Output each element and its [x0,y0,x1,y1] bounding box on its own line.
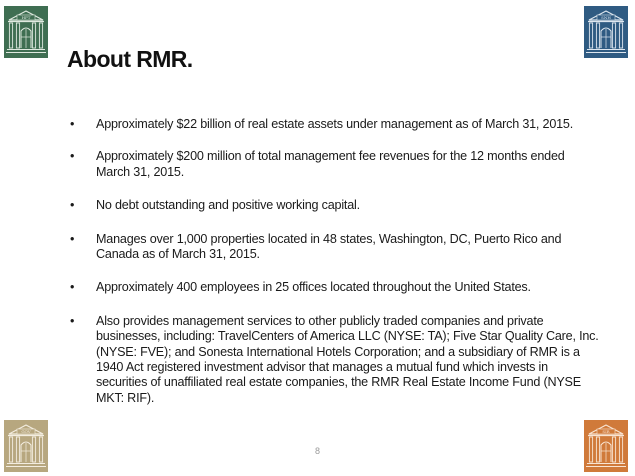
bullet-text: Approximately 400 employees in 25 offices located throughout the United States. [96,280,531,295]
bullet-item [70,149,600,180]
bullet-item [70,314,600,406]
svg-text:GOV: GOV [21,429,31,435]
slide-title: About RMR. [67,46,193,72]
bullet-text: Manages over 1,000 properties located in 48 states, Washington, DC, Puerto Rico and Canada as of March 31, 2015. [96,231,562,262]
bullet-item [70,117,600,132]
svg-text:SNH: SNH [601,15,611,21]
bullet-text: No debt outstanding and positive working capital. [96,198,360,213]
bullet-marker: • [70,198,75,213]
bullet-item [70,198,600,213]
bullet-list [70,117,600,424]
svg-text:SIR: SIR [602,429,610,435]
bullet-item [70,280,600,295]
bullet-marker: • [70,231,75,246]
bullet-marker: • [70,280,75,295]
bullet-text: Approximately $200 million of total management fee revenues for the 12 months ended March 31, 2015. [96,149,565,179]
snh-building-logo-icon [584,6,628,58]
bullet-marker: • [70,149,75,164]
bullet-text: Approximately $22 billion of real estate assets under management as of March 31, 2015. [96,117,574,131]
page-number: 8 [314,446,320,456]
bullet-marker: • [70,117,75,131]
bullet-marker: • [70,313,75,328]
svg-text:HPT: HPT [21,15,31,21]
hpt-building-logo-icon [4,6,48,58]
bullet-item [70,232,600,263]
bullet-text: Also provides management services to other publicly traded companies and private businesses, including: TravelCenters of America LLC (NYSE: TA); Five Star Quality Care, Inc. (NYSE: FVE); and Sonesta International Hotels Corporation; and a subsidiary of RMR is a 1940 Act registered investment advisor that manages a mutual fund which invests in securities of unaffiliated real estate companies, the RMR Real Estate Income Fund (NYSE MKT: RIF). [96,313,599,405]
